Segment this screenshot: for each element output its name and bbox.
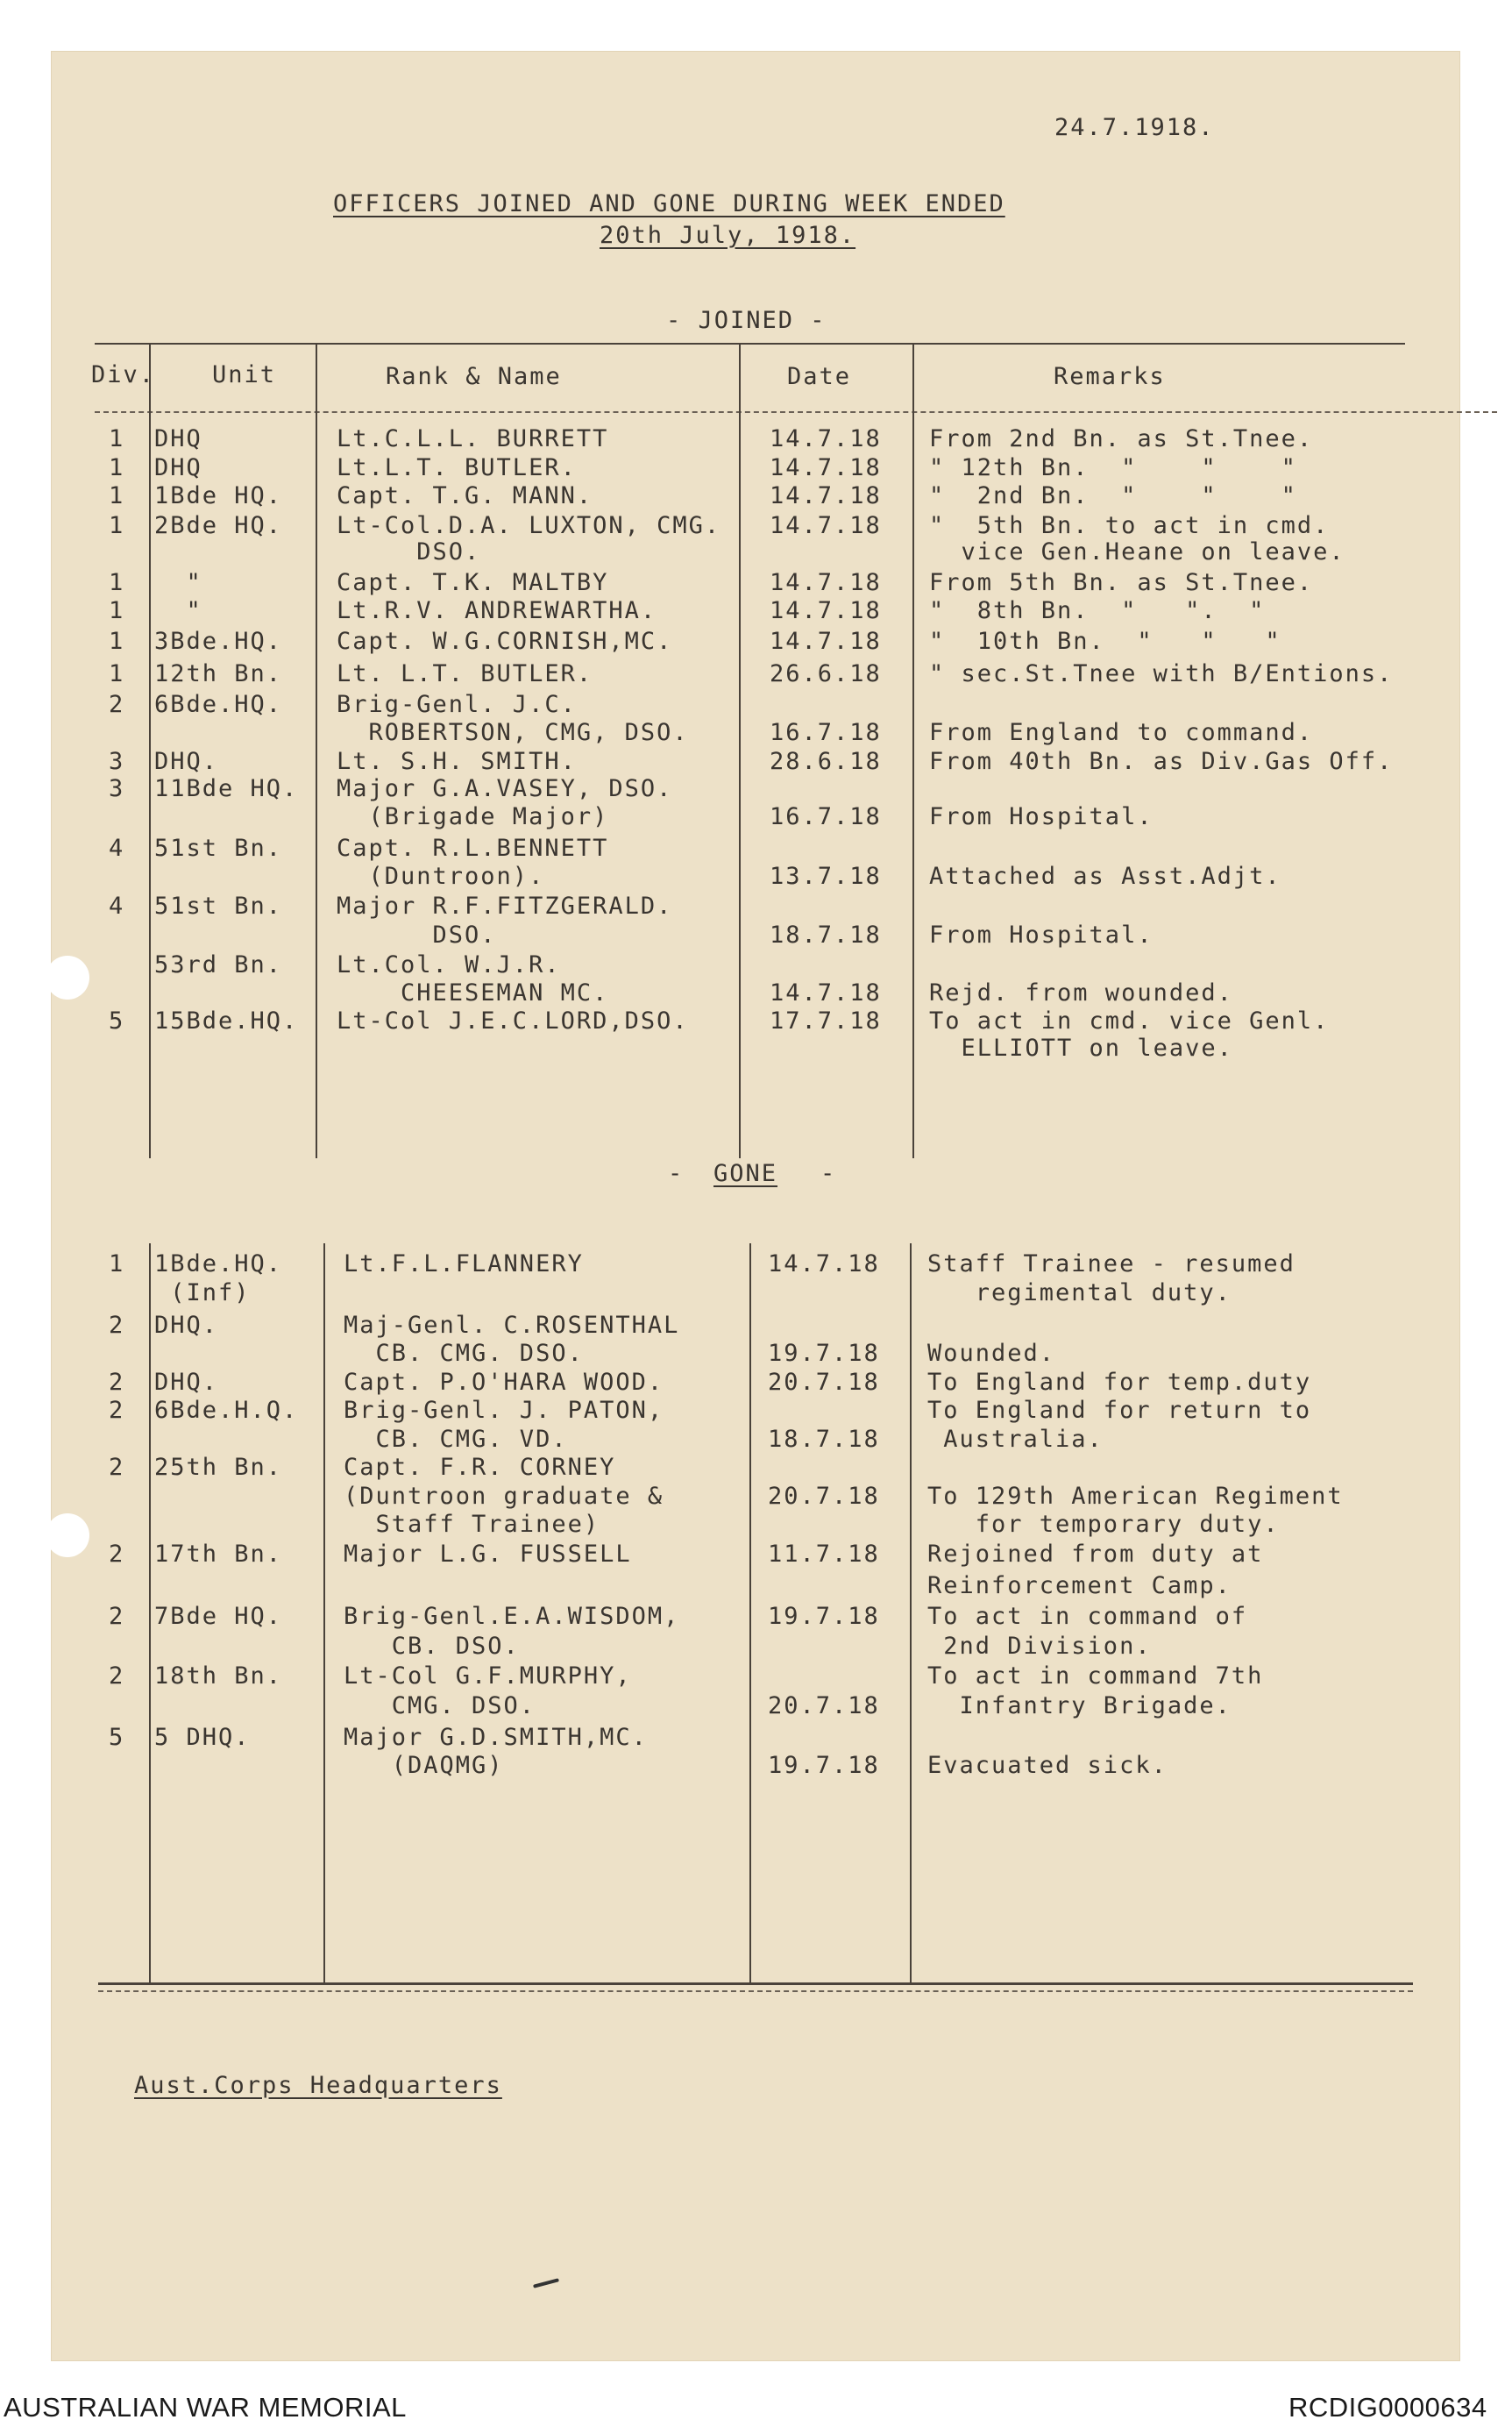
div-cell: 2	[109, 691, 125, 718]
punch-hole-top	[46, 956, 89, 1000]
date-cell: 16.7.18	[770, 803, 882, 830]
unit-cell: 6Bde.HQ.	[154, 691, 283, 718]
unit-cell: 3Bde.HQ.	[154, 628, 283, 655]
date-cell: 16.7.18	[770, 719, 882, 746]
div-cell: 1	[109, 628, 125, 655]
joined-table-row	[51, 923, 1460, 950]
remarks-cell: ELLIOTT on leave.	[929, 1035, 1233, 1062]
remarks-cell: 2nd Division.	[927, 1633, 1152, 1660]
title-line-2: 20th July, 1918.	[600, 222, 856, 249]
joined-table-row	[51, 953, 1460, 979]
div-cell: 2	[109, 1312, 125, 1339]
unit-cell: 12th Bn.	[154, 660, 283, 687]
remarks-cell: From 5th Bn. as St.Tnee.	[929, 569, 1314, 596]
name-cell: ROBERTSON, CMG, DSO.	[337, 719, 689, 746]
footer-reference: RCDIG0000634	[1288, 2392, 1487, 2423]
name-cell: Lt.Col. W.J.R.	[337, 951, 561, 979]
name-cell: Lt. S.H. SMITH.	[337, 748, 577, 775]
date-cell: 20.7.18	[768, 1369, 880, 1396]
name-cell: CMG. DSO.	[344, 1692, 536, 1719]
unit-cell: 6Bde.H.Q.	[154, 1397, 299, 1424]
name-cell: (Duntroon).	[337, 863, 545, 890]
date-cell: 14.7.18	[770, 454, 882, 481]
section-gone-heading: GONE	[713, 1160, 778, 1187]
date-cell: 26.6.18	[770, 660, 882, 687]
date-cell: 19.7.18	[768, 1752, 880, 1779]
div-cell: 1	[109, 1250, 125, 1277]
gone-table-row	[51, 1664, 1460, 1690]
div-cell: 4	[109, 893, 125, 920]
unit-cell: 17th Bn.	[154, 1541, 283, 1568]
joined-table-row	[51, 721, 1460, 747]
remarks-cell: Attached as Asst.Adjt.	[929, 863, 1281, 890]
column-header-rank-name: Rank & Name	[386, 363, 562, 390]
name-cell: Major L.G. FUSSELL	[344, 1541, 632, 1568]
name-cell: Lt-Col J.E.C.LORD,DSO.	[337, 1007, 689, 1035]
document-sheet	[51, 51, 1460, 2361]
date-cell: 18.7.18	[768, 1426, 880, 1453]
unit-cell: 25th Bn.	[154, 1454, 283, 1481]
joined-table-row	[51, 981, 1460, 1007]
gone-table-row	[51, 1694, 1460, 1720]
div-cell: 2	[109, 1454, 125, 1481]
joined-table-row	[51, 456, 1460, 482]
sign-off: Aust.Corps Headquarters	[134, 2072, 502, 2099]
joined-table-row	[51, 865, 1460, 891]
date-cell: 20.7.18	[768, 1483, 880, 1510]
remarks-cell: Wounded.	[927, 1340, 1056, 1367]
div-cell: 2	[109, 1541, 125, 1568]
gone-table-row	[51, 1484, 1460, 1511]
name-cell: Capt. P.O'HARA WOOD.	[344, 1369, 664, 1396]
section-gone-dash-right: -	[820, 1160, 837, 1187]
date-cell: 13.7.18	[770, 863, 882, 890]
title-line-1: OFFICERS JOINED AND GONE DURING WEEK ENDED	[333, 190, 1005, 217]
unit-cell: 51st Bn.	[154, 893, 283, 920]
unit-cell: DHQ.	[154, 748, 219, 775]
date-cell: 14.7.18	[770, 979, 882, 1007]
remarks-cell: vice Gen.Heane on leave.	[929, 538, 1345, 566]
div-cell: 4	[109, 835, 125, 862]
joined-header-rule	[95, 411, 1497, 413]
footer-institution: AUSTRALIAN WAR MEMORIAL	[4, 2392, 407, 2423]
unit-cell: 1Bde.HQ.	[154, 1250, 283, 1277]
name-cell: Brig-Genl.E.A.WISDOM,	[344, 1603, 680, 1630]
joined-table-row	[51, 836, 1460, 863]
div-cell: 1	[109, 454, 125, 481]
div-cell: 2	[109, 1662, 125, 1690]
joined-table-row	[51, 777, 1460, 803]
joined-table-row	[51, 1009, 1460, 1036]
name-cell: Brig-Genl. J.C.	[337, 691, 577, 718]
joined-table-row	[51, 750, 1460, 776]
unit-cell: (Inf)	[154, 1279, 251, 1306]
joined-table-row	[51, 571, 1460, 597]
div-cell: 2	[109, 1397, 125, 1424]
joined-table-row	[51, 427, 1460, 453]
div-cell: 2	[109, 1603, 125, 1630]
joined-table-row	[51, 540, 1460, 566]
remarks-cell: To England for return to	[927, 1397, 1312, 1424]
gone-table-row	[51, 1427, 1460, 1454]
unit-cell: 1Bde HQ.	[154, 482, 283, 509]
date-cell: 14.7.18	[770, 512, 882, 539]
punch-hole-bottom	[46, 1513, 89, 1557]
name-cell: DSO.	[337, 922, 497, 949]
div-cell: 2	[109, 1369, 125, 1396]
date-cell: 18.7.18	[770, 922, 882, 949]
unit-cell: DHQ.	[154, 1312, 219, 1339]
unit-cell: 18th Bn.	[154, 1662, 283, 1690]
gone-table-row	[51, 1398, 1460, 1425]
gone-bottom-rule-2	[98, 1990, 1413, 1992]
name-cell: Lt.R.V. ANDREWARTHA.	[337, 597, 657, 624]
remarks-cell: regimental duty.	[927, 1279, 1232, 1306]
remarks-cell: From 2nd Bn. as St.Tnee.	[929, 425, 1314, 452]
remarks-cell: To act in command of	[927, 1603, 1248, 1630]
gone-table-row	[51, 1726, 1460, 1752]
remarks-cell: From Hospital.	[929, 922, 1154, 949]
gone-table-row	[51, 1313, 1460, 1340]
name-cell: Lt.F.L.FLANNERY	[344, 1250, 584, 1277]
remarks-cell: " 12th Bn. " " "	[929, 454, 1297, 481]
div-cell: 1	[109, 569, 125, 596]
remarks-cell: Evacuated sick.	[927, 1752, 1168, 1779]
date-cell: 20.7.18	[768, 1692, 880, 1719]
gone-table-row	[51, 1455, 1460, 1482]
date-cell: 28.6.18	[770, 748, 882, 775]
name-cell: Major R.F.FITZGERALD.	[337, 893, 673, 920]
pen-mark	[533, 2278, 559, 2288]
name-cell: Capt. R.L.BENNETT	[337, 835, 609, 862]
gone-table-row	[51, 1281, 1460, 1307]
date-cell: 14.7.18	[770, 425, 882, 452]
remarks-cell: " sec.St.Tnee with B/Entions.	[929, 660, 1394, 687]
div-cell: 1	[109, 512, 125, 539]
name-cell: Lt.C.L.L. BURRETT	[337, 425, 609, 452]
unit-cell: 5 DHQ.	[154, 1724, 251, 1751]
name-cell: Staff Trainee)	[344, 1511, 600, 1538]
date-cell: 14.7.18	[768, 1250, 880, 1277]
remarks-cell: " 10th Bn. " " "	[929, 628, 1281, 655]
name-cell: CB. DSO.	[344, 1633, 520, 1660]
name-cell: Capt. T.K. MALTBY	[337, 569, 609, 596]
div-cell: 3	[109, 748, 125, 775]
unit-cell: 7Bde HQ.	[154, 1603, 283, 1630]
remarks-cell: for temporary duty.	[927, 1511, 1280, 1538]
name-cell: Brig-Genl. J. PATON,	[344, 1397, 664, 1424]
remarks-cell: Australia.	[927, 1426, 1104, 1453]
name-cell: Maj-Genl. C.ROSENTHAL	[344, 1312, 680, 1339]
date-stamp: 24.7.1918.	[1054, 114, 1215, 141]
unit-cell: 11Bde HQ.	[154, 775, 299, 802]
remarks-cell: Rejd. from wounded.	[929, 979, 1233, 1007]
column-header-unit: Unit	[212, 361, 277, 388]
joined-table-row	[51, 894, 1460, 921]
date-cell: 19.7.18	[768, 1603, 880, 1630]
name-cell: CHEESEMAN MC.	[337, 979, 609, 1007]
remarks-cell: From England to command.	[929, 719, 1314, 746]
joined-table-row	[51, 599, 1460, 625]
date-cell: 19.7.18	[768, 1340, 880, 1367]
div-cell: 1	[109, 597, 125, 624]
name-cell: Major G.A.VASEY, DSO.	[337, 775, 673, 802]
gone-table-row	[51, 1605, 1460, 1631]
date-cell: 14.7.18	[770, 597, 882, 624]
remarks-cell: Reinforcement Camp.	[927, 1572, 1232, 1599]
date-cell: 17.7.18	[770, 1007, 882, 1035]
name-cell: DSO.	[337, 538, 481, 566]
remarks-cell: " 8th Bn. " ". "	[929, 597, 1266, 624]
gone-table-row	[51, 1634, 1460, 1661]
unit-cell: DHQ.	[154, 1369, 219, 1396]
joined-top-rule	[95, 343, 1405, 345]
name-cell: Lt. L.T. BUTLER.	[337, 660, 593, 687]
joined-table-row	[51, 630, 1460, 656]
remarks-cell: " 2nd Bn. " " "	[929, 482, 1297, 509]
unit-cell: "	[154, 597, 202, 624]
joined-table-row	[51, 514, 1460, 540]
remarks-cell: Rejoined from duty at	[927, 1541, 1264, 1568]
gone-table-row	[51, 1252, 1460, 1278]
gone-table-row	[51, 1542, 1460, 1569]
div-cell: 1	[109, 660, 125, 687]
remarks-cell: Infantry Brigade.	[927, 1692, 1232, 1719]
column-header-remarks: Remarks	[1054, 363, 1166, 390]
section-joined-heading: - JOINED -	[666, 307, 827, 334]
gone-bottom-rule-1	[98, 1982, 1413, 1985]
name-cell: Major G.D.SMITH,MC.	[344, 1724, 648, 1751]
joined-table-row	[51, 484, 1460, 510]
div-cell: 1	[109, 482, 125, 509]
name-cell: CB. CMG. VD.	[344, 1426, 568, 1453]
name-cell: Capt. T.G. MANN.	[337, 482, 593, 509]
unit-cell: 51st Bn.	[154, 835, 283, 862]
name-cell: CB. CMG. DSO.	[344, 1340, 584, 1367]
remarks-cell: To England for temp.duty	[927, 1369, 1312, 1396]
name-cell: Capt. W.G.CORNISH,MC.	[337, 628, 673, 655]
gone-table-row	[51, 1754, 1460, 1780]
date-cell: 11.7.18	[768, 1541, 880, 1568]
remarks-cell: From 40th Bn. as Div.Gas Off.	[929, 748, 1394, 775]
gone-table-row	[51, 1342, 1460, 1368]
joined-table-row	[51, 1036, 1460, 1063]
name-cell: (Brigade Major)	[337, 803, 609, 830]
unit-cell: "	[154, 569, 202, 596]
name-cell: Lt-Col.D.A. LUXTON, CMG.	[337, 512, 721, 539]
unit-cell: DHQ	[154, 425, 202, 452]
date-cell: 14.7.18	[770, 482, 882, 509]
joined-table-row	[51, 805, 1460, 831]
div-cell: 5	[109, 1007, 125, 1035]
unit-cell: 2Bde HQ.	[154, 512, 283, 539]
gone-table-row	[51, 1370, 1460, 1397]
remarks-cell: Staff Trainee - resumed	[927, 1250, 1295, 1277]
div-cell: 3	[109, 775, 125, 802]
div-cell: 1	[109, 425, 125, 452]
date-cell: 14.7.18	[770, 628, 882, 655]
remarks-cell: To 129th American Regiment	[927, 1483, 1344, 1510]
unit-cell: 15Bde.HQ.	[154, 1007, 299, 1035]
gone-table-row	[51, 1574, 1460, 1600]
name-cell: Lt.L.T. BUTLER.	[337, 454, 577, 481]
unit-cell: DHQ	[154, 454, 202, 481]
column-header-div: Div.	[91, 361, 156, 388]
remarks-cell: To act in command 7th	[927, 1662, 1264, 1690]
unit-cell: 53rd Bn.	[154, 951, 283, 979]
remarks-cell: To act in cmd. vice Genl.	[929, 1007, 1330, 1035]
remarks-cell: From Hospital.	[929, 803, 1154, 830]
name-cell: (Duntroon graduate &	[344, 1483, 664, 1510]
section-gone-dash-left: -	[668, 1160, 685, 1187]
joined-table-row	[51, 693, 1460, 719]
column-header-date: Date	[787, 363, 852, 390]
div-cell: 5	[109, 1724, 125, 1751]
name-cell: Capt. F.R. CORNEY	[344, 1454, 616, 1481]
date-cell: 14.7.18	[770, 569, 882, 596]
gone-table-row	[51, 1512, 1460, 1539]
joined-table-row	[51, 662, 1460, 688]
name-cell: (DAQMG)	[344, 1752, 504, 1779]
remarks-cell: " 5th Bn. to act in cmd.	[929, 512, 1330, 539]
name-cell: Lt-Col G.F.MURPHY,	[344, 1662, 632, 1690]
